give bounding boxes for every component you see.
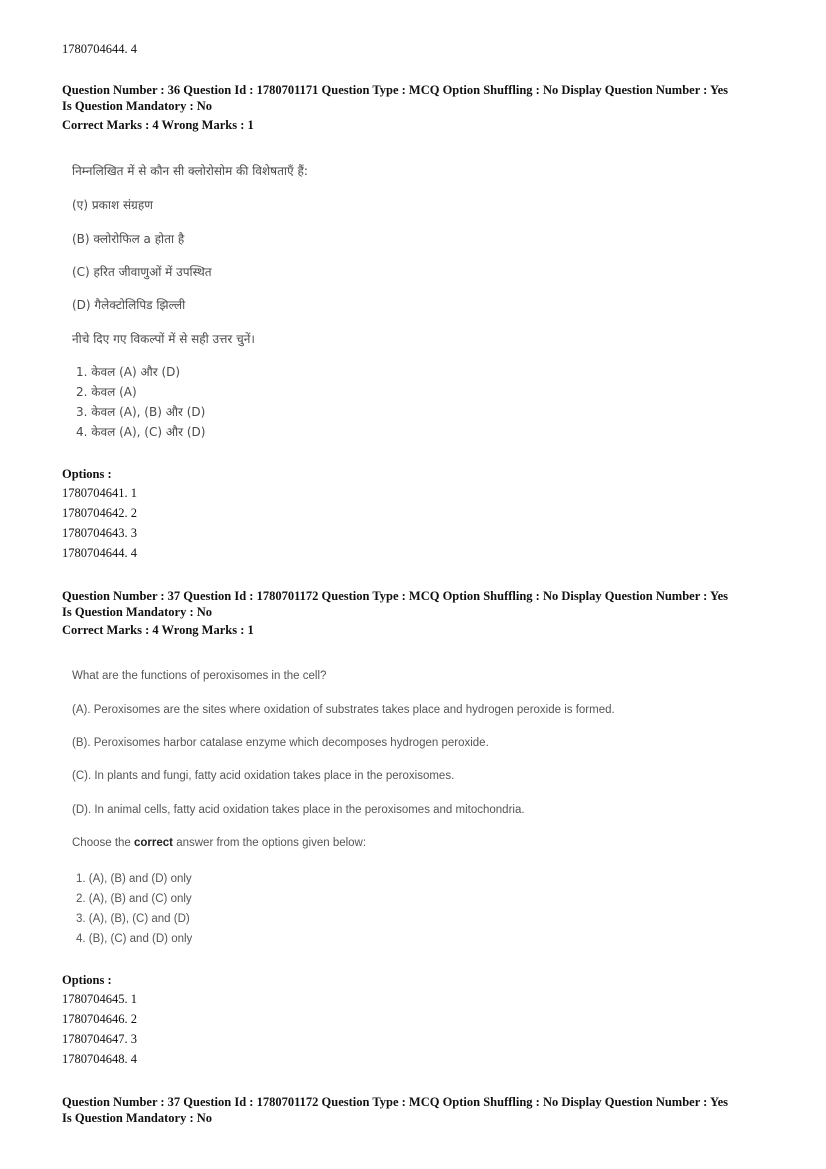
answer-choice-1: 1. केवल (A) और (D) — [76, 365, 181, 379]
statement-c: (C). In plants and fungi, fatty acid oxidation takes place in the peroxisomes. — [72, 770, 455, 782]
statement-b: (B) क्लोरोफिल a होता है — [72, 232, 185, 246]
option-line: 1780704643. 3 — [62, 526, 137, 540]
instruction-text: answer from the options given below: — [173, 837, 367, 849]
option-line: 1780704646. 2 — [62, 1012, 137, 1026]
question-instruction — [72, 837, 366, 849]
answer-choice-4: 4. केवल (A), (C) और (D) — [76, 425, 206, 439]
instruction-text: Choose the — [72, 837, 135, 849]
options-label: Options : — [62, 467, 112, 481]
option-line: 1780704647. 3 — [62, 1032, 137, 1046]
question-stem: निम्नलिखित में से कौन सी क्लोरोसोम की विशेषताएँ हैं: — [72, 164, 308, 178]
option-line: 1780704644. 4 — [62, 42, 137, 56]
option-line: 1780704642. 2 — [62, 506, 137, 520]
answer-choice-3: 3. केवल (A), (B) और (D) — [76, 405, 206, 419]
answer-choice-2: 2. (A), (B) and (C) only — [76, 893, 192, 905]
question-marks: Correct Marks : 4 Wrong Marks : 1 — [62, 623, 254, 637]
statement-a: (ए) प्रकाश संग्रहण — [72, 198, 153, 212]
question-stem: What are the functions of peroxisomes in the cell? — [72, 670, 327, 682]
question-header: Question Number : 36 Question Id : 1780701171 Question Type : MCQ Option Shuffling : No Display Question Number : Yes — [62, 83, 729, 97]
answer-choice-2: 2. केवल (A) — [76, 385, 137, 399]
question-header: Question Number : 37 Question Id : 1780701172 Question Type : MCQ Option Shuffling : No Display Question Number : Yes — [62, 1095, 729, 1109]
statement-d: (D) गैलेक्टोलिपिड झिल्ली — [72, 298, 186, 312]
option-line: 1780704645. 1 — [62, 992, 137, 1006]
statement-b: (B). Peroxisomes harbor catalase enzyme which decomposes hydrogen peroxide. — [72, 737, 489, 749]
option-line: 1780704648. 4 — [62, 1052, 137, 1066]
question-marks: Correct Marks : 4 Wrong Marks : 1 — [62, 118, 254, 132]
statement-d: (D). In animal cells, fatty acid oxidation takes place in the peroxisomes and mitochondria. — [72, 804, 525, 816]
question-header: Question Number : 37 Question Id : 1780701172 Question Type : MCQ Option Shuffling : No Display Question Number : Yes — [62, 589, 729, 603]
question-instruction: नीचे दिए गए विकल्पों में से सही उत्तर चुनें। — [72, 332, 255, 346]
question-mandatory: Is Question Mandatory : No — [62, 605, 213, 619]
option-line: 1780704644. 4 — [62, 546, 137, 560]
options-label: Options : — [62, 973, 112, 987]
instruction-emphasis: correct — [134, 837, 174, 849]
option-line: 1780704641. 1 — [62, 486, 137, 500]
question-mandatory: Is Question Mandatory : No — [62, 1111, 213, 1125]
answer-choice-4: 4. (B), (C) and (D) only — [76, 933, 193, 945]
answer-choice-1: 1. (A), (B) and (D) only — [76, 873, 192, 885]
statement-c: (C) हरित जीवाणुओं में उपस्थित — [72, 265, 212, 279]
question-mandatory: Is Question Mandatory : No — [62, 99, 213, 113]
statement-a: (A). Peroxisomes are the sites where oxidation of substrates takes place and hydrogen peroxide is formed. — [72, 704, 615, 716]
answer-choice-3: 3. (A), (B), (C) and (D) — [76, 913, 190, 925]
